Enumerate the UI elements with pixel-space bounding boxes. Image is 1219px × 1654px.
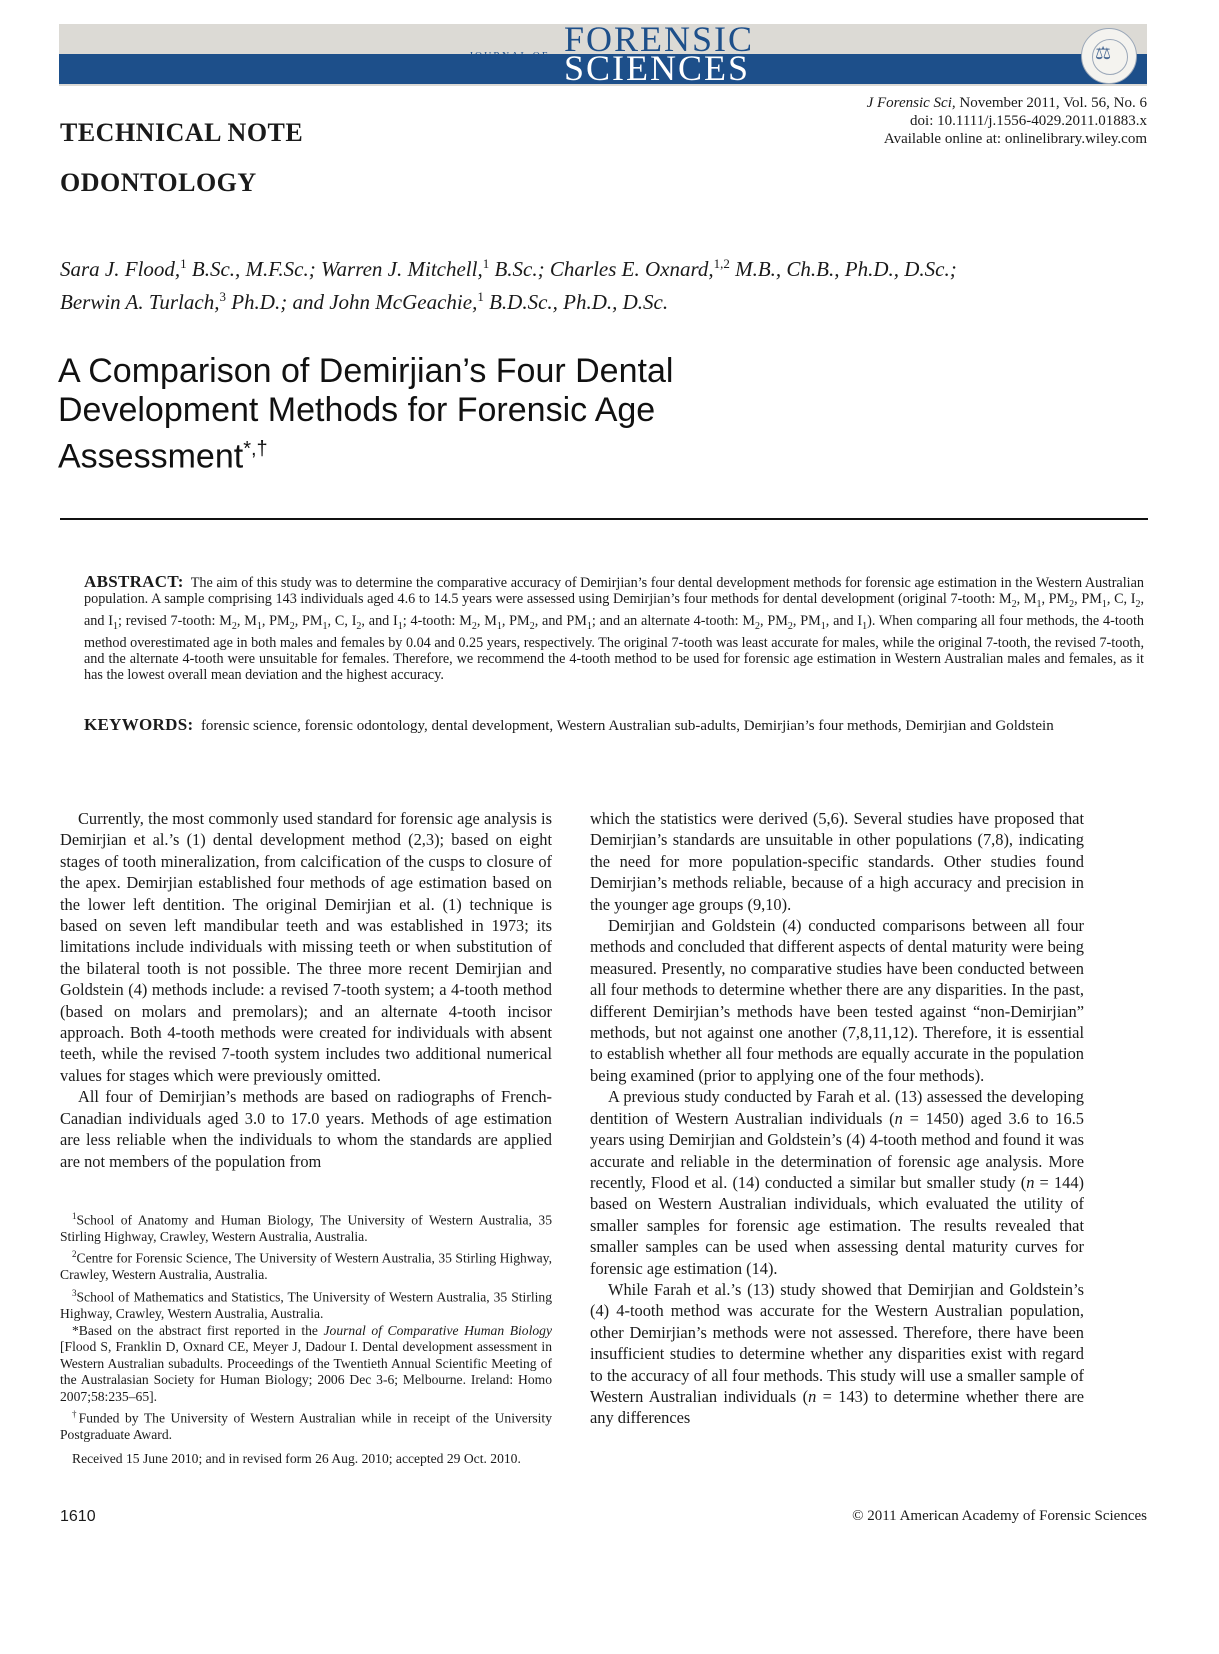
author-degrees: B.Sc., M.F.Sc.; bbox=[186, 257, 316, 281]
footnote-affiliation-1: School of Anatomy and Human Biology, The University of Western Australia, 35 Stirling Highway, Crawley, Western Australia, Australia. bbox=[60, 1212, 552, 1244]
article-title bbox=[58, 352, 818, 476]
author-name: Sara J. Flood, bbox=[60, 257, 181, 281]
author-degrees: B.Sc.; bbox=[489, 257, 545, 281]
title-line: Assessment bbox=[58, 437, 244, 476]
footnote-abstract-source-detail: [Flood S, Franklin D, Oxnard CE, Meyer J, Dadour I. Dental development assessment in Western Australian subadults. Proceedings of the Twentieth Annual Scientific Meeting of the Australasian Society for Human Biology; 2006 Dec 3-6; Melbourne. Ireland: Homo 2007;58:235–65]. bbox=[60, 1339, 552, 1404]
author-name: and John McGeachie, bbox=[292, 290, 478, 314]
author-degrees: Ph.D.; bbox=[225, 290, 288, 314]
author-affiliation: 1 bbox=[180, 256, 187, 271]
author-list bbox=[60, 250, 1150, 316]
body-paragraph: Demirjian and Goldstein (4) conducted comparisons between all four methods and concluded that different aspects of dental maturity were being measured. Presently, no comparative studies have been conducted between all four methods to determine whether there are any disparities. In the past, different Demirjian’s methods have been tested against “non-Demirjian” methods, but not against one another (7,8,11,12). Therefore, it is essential to establish whether all four methods are equally accurate in the population being examined (prior to applying one of the four methods). bbox=[590, 916, 1084, 1085]
author-affiliation: 1 bbox=[482, 256, 490, 271]
journal-banner bbox=[59, 19, 1147, 88]
body-paragraph: All four of Demirjian’s methods are based on radiographs of French-Canadian individuals aged 3.0 to 17.0 years. Methods of age estimation are less reliable when the individuals to whom the standards are applied are not members of the population from bbox=[60, 1087, 552, 1171]
abstract-label: ABSTRACT: bbox=[84, 572, 184, 591]
body-paragraph: A previous study conducted by Farah et al. (13) assessed the developing dentition of Western Australian individuals (n = 1450) aged 3.6 to 16.5 years using Demirjian and Goldstein’s (4) 4-tooth method and found it was accurate and reliable in the determination of forensic age analysis. More recently, Flood et al. (14) conducted a similar but smaller study (n = 144) based on Western Australian individuals, which evaluated the utility of smaller samples for forensic age estimation. The results revealed that smaller samples can be used when assessing dental maturity curves for forensic age estimation (14). bbox=[590, 1087, 1084, 1278]
title-divider bbox=[60, 518, 1148, 520]
body-column-right bbox=[590, 808, 1084, 1429]
body-paragraph: which the statistics were derived (5,6). Several studies have proposed that Demirjian’s standards are unsuitable in other populations (7,8), indicating the need for more population-specific standards. Other studies found Demirjian’s methods reliable, because of a high accuracy and precision in the younger age groups (9,10). bbox=[590, 809, 1084, 914]
citation-online: Available online at: onlinelibrary.wiley.com bbox=[883, 131, 1147, 147]
body-paragraph: While Farah et al.’s (13) study showed that Demirjian and Goldstein’s (4) 4-tooth method was accurate for the Western Australian population, other Demirjian’s methods were not assessed. Therefore, there have been insufficient studies to determine whether any disparities exist with regard to the accuracy of all four methods. This study will use a smaller sample of Western Australian individuals (n = 143) to determine whether there are any differences bbox=[590, 1279, 1084, 1428]
abstract-text: ; revised 7-tooth: M bbox=[118, 612, 232, 629]
footnote-journal-name: Journal of Comparative Human Biology bbox=[323, 1323, 552, 1339]
article-field: ODONTOLOGY bbox=[60, 168, 257, 197]
citation-journal: J Forensic Sci, bbox=[866, 95, 956, 111]
academy-seal-icon: ⚖ bbox=[1081, 28, 1137, 84]
journal-forensic-word: FORENSIC bbox=[564, 19, 755, 59]
footnote-abstract-source: *Based on the abstract first reported in the bbox=[72, 1323, 324, 1339]
footnote-funding: Funded by The University of Western Australian while in receipt of the University Postgraduate Award. bbox=[60, 1410, 552, 1442]
page-number: 1610 bbox=[60, 1508, 96, 1525]
title-footnote-marks: *,† bbox=[243, 438, 268, 460]
footnote-affiliation-2: Centre for Forensic Science, The University of Western Australia, 35 Stirling Highway, Crawley, Western Australia, Australia. bbox=[60, 1250, 552, 1283]
body-paragraph: Currently, the most commonly used standard for forensic age analysis is Demirjian et al.’s (1) dental development method (2,3); based on eight stages of tooth mineralization, from calcification of the cusps to closure of the apex. Demirjian established four methods of age estimation based on the lower left dentition. The original Demirjian et al. (1) technique is based on seven left mandibular teeth and was established in 1973; its limitations include individuals with missing teeth or when substitution of the bilateral tooth is not possible. The three more recent Demirjian and Goldstein (4) methods include: a revised 7-tooth system; a 4-tooth method (based on molars and premolars); and an alternate 4-tooth incisor approach. Both 4-tooth methods were created for individuals with absent teeth, while the revised 7-tooth system includes two additional numerical values for stages which were previously omitted. bbox=[60, 809, 552, 1085]
footnote-affiliation-3: School of Mathematics and Statistics, The University of Western Australia, 35 Stirling Highway, Crawley, Western Australia, Australia. bbox=[60, 1289, 552, 1321]
author-affiliation: 1,2 bbox=[713, 256, 730, 271]
footnotes: $^1$School of Anatomy and Human Biology, The University of Western Australia, 35 Stirling Highway, Crawley, Western Australia, Australia. $^2$Centre for Forensic Science, The University of Western Australia, 35 Stirling Highway, Crawley, Western Australia, Australia. $^3$School of Mathematics and Statistics, The University of Western Australia, 35 Stirling Highway, Crawley, Western Australia, Australia. *Based on the abstract first reported in the Journal of Comparative Human Biology [Flood S, Franklin D, Oxnard CE, Meyer J, Dadour I. Dental development assessment in Western Australian subadults. Proceedings of the Twentieth Annual Scientific Meeting of the Australasian Society for Human Biology; 2006 Dec 3-6; Melbourne. Ireland: Homo 2007;58:235–65]. †Funded by The University of Western Australian while in receipt of the University Postgraduate Award. Received 15 June 2010; and in revised form 26 Aug. 2010; accepted 29 Oct. 2010. bbox=[60, 1211, 552, 1467]
body-column-left bbox=[60, 808, 552, 1172]
title-line: A Comparison of Demirjian’s Four Dental bbox=[58, 352, 674, 390]
copyright-notice: © 2011 American Academy of Forensic Sciences bbox=[852, 1508, 1147, 1524]
author-name: Berwin A. Turlach, bbox=[60, 290, 220, 314]
abstract: ABSTRACT: The aim of this study was to determine the comparative accuracy of Demirjian’s four dental development methods for forensic age estimation in the Western Australian population. A sample comprising 143 individuals aged 4.6 to 14.5 years were assessed using Demirjian’s four methods for dental development (original 7-tooth: $M_2$, $M_1$, $PM_2$, $PM_1$, C, $I_2$, and $I_1$; revised 7-tooth: $M_2$, $M_1$, $PM_2$, $PM_1$, C, $I_2$, and $I_1$; 4-tooth: $M_2$, $M_1$, $PM_2$, and $PM_1$; and an alternate 4-tooth: $M_2$, $PM_2$, $PM_1$, and $I_1$). When comparing all four methods, the 4-tooth method overestimated age in both males and females by 0.04 and 0.25 years, respectively. The original 7-tooth was least accurate for males, while the original 7-tooth, the revised 7-tooth, and the alternate 4-tooth were unsuitable for females. Therefore, we recommend the 4-tooth method to be used for forensic age estimation in Western Australian males and females, as it has the lowest overall mean deviation and the highest accuracy. bbox=[84, 572, 1144, 683]
author-affiliation: 3 bbox=[219, 289, 226, 304]
citation-issue: November 2011, Vol. 56, No. 6 bbox=[955, 95, 1147, 111]
journal-sciences-word: SCIENCES bbox=[564, 48, 751, 88]
abstract-text: ; and an alternate 4-tooth: M bbox=[591, 612, 756, 629]
abstract-text: ). When comparing all four methods, the 4-tooth method overestimated age in both males and females by 0.04 and 0.25 years, respectively. The original 7-tooth was least accurate for males, while the original 7-tooth, the revised 7-tooth, and the alternate 4-tooth were unsuitable for females. Therefore, we recommend the 4-tooth method to be used for forensic age estimation in Western Australian males and females, as it has the lowest overall mean deviation and the highest accuracy. bbox=[84, 612, 1144, 683]
keywords bbox=[84, 716, 1144, 735]
keywords-text: forensic science, forensic odontology, dental development, Western Australian sub-adults, Demirjian’s four methods, Demirjian and Goldstein bbox=[200, 718, 1054, 734]
abstract-text: ; 4-tooth: M bbox=[402, 612, 472, 629]
journal-of-label: JOURNAL OF bbox=[469, 51, 550, 62]
abstract-text: The aim of this study was to determine the comparative accuracy of Demirjian’s four dental development methods for forensic age estimation in the Western Australian population. A sample comprising 143 individuals aged 4.6 to 14.5 years were assessed using Demirjian’s four methods for dental development (original 7-tooth: M bbox=[84, 575, 1144, 607]
received-dates: Received 15 June 2010; and in revised form 26 Aug. 2010; accepted 29 Oct. 2010. bbox=[72, 1451, 521, 1467]
title-line: Development Methods for Forensic Age bbox=[58, 391, 656, 429]
citation-doi: doi: 10.1111/j.1556-4029.2011.01883.x bbox=[910, 113, 1147, 129]
citation-block bbox=[867, 94, 1147, 148]
author-name: Charles E. Oxnard, bbox=[549, 257, 714, 281]
article-type: TECHNICAL NOTE bbox=[60, 118, 304, 147]
author-degrees: B.D.Sc., Ph.D., D.Sc. bbox=[483, 290, 669, 314]
author-degrees: M.B., Ch.B., Ph.D., D.Sc.; bbox=[729, 257, 957, 281]
author-affiliation: 1 bbox=[477, 289, 484, 304]
keywords-label: KEYWORDS: bbox=[84, 715, 194, 734]
author-name: Warren J. Mitchell, bbox=[320, 257, 483, 281]
